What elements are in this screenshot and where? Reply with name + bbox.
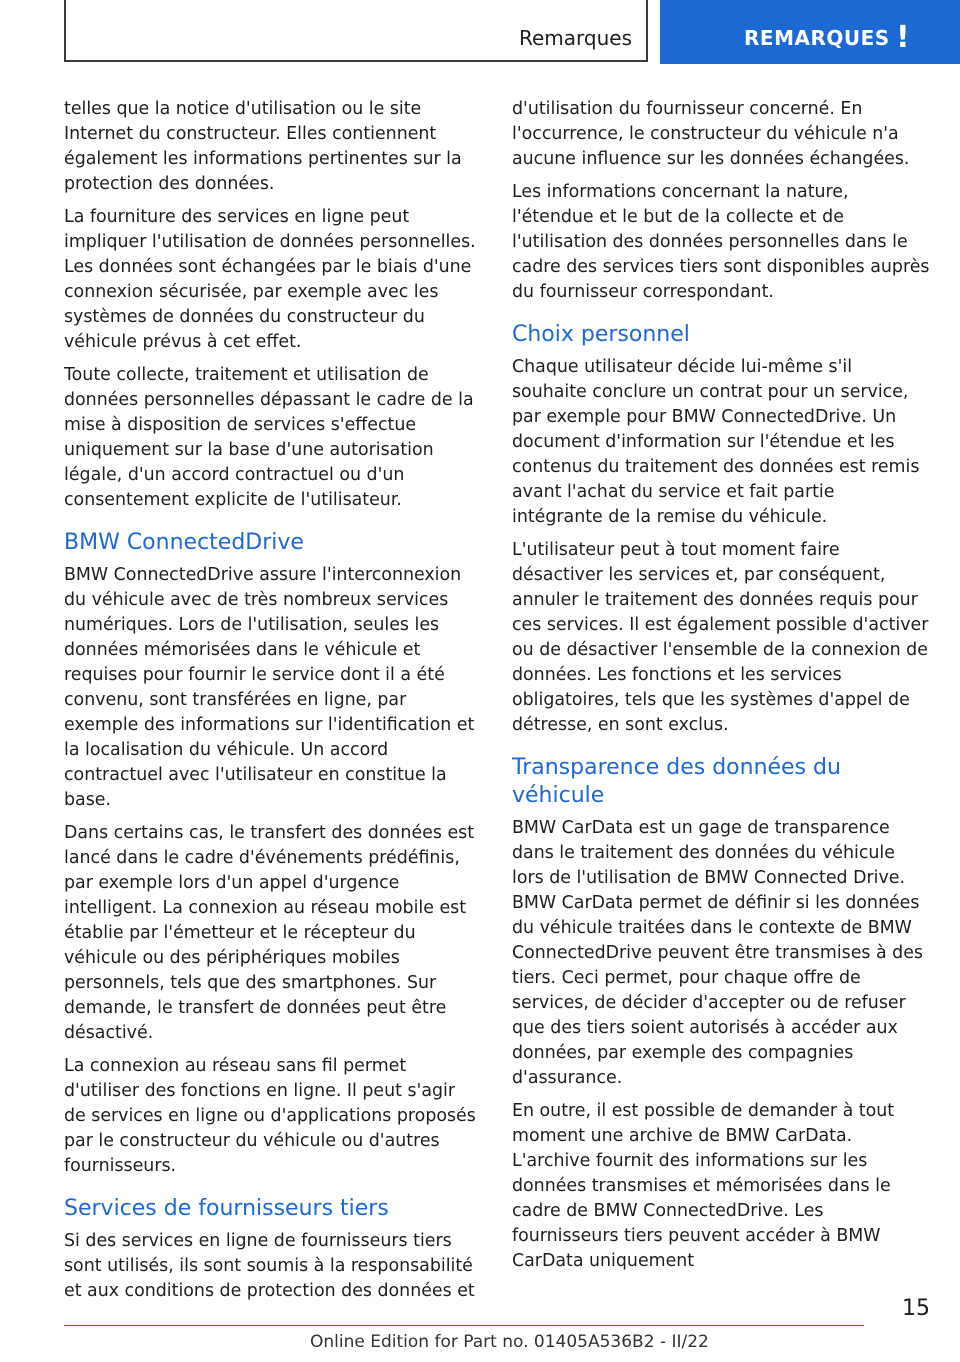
paragraph: La connexion au réseau sans fil permet d'utiliser des fonctions en ligne. Il peut s'agir de services en ligne ou d'applications proposés par le constructeur du véhicule ou d'autres fournisseurs. bbox=[64, 1056, 476, 1176]
paragraph: L'utilisateur peut à tout moment faire désactiver les services et, par conséquent, annuler le traitement des données requis pour ces services. Il est également possible d'activer ou de désactiver l'ensemble de la connexion de données. Les fonctions et les services obligatoires, tels que les systèmes d'appel de détresse, en sont exclus. bbox=[512, 540, 929, 735]
heading-services-tiers: Services de fournisseurs tiers bbox=[64, 1196, 389, 1221]
paragraph: En outre, il est possible de demander à tout moment une archive de BMW CarData. L'archive fournit des informations sur les données transmises et mémorisées dans le cadre de BMW ConnectedDrive. Les fournisseurs tiers peuvent accéder à BMW CarData uniquement bbox=[512, 1101, 895, 1271]
header-title-box bbox=[64, 0, 648, 62]
paragraph: BMW CarData est un gage de transparence dans le traitement des données du véhicule lors de l'utilisation de BMW Connected Drive. BMW CarData permet de définir si les données du véhicule traitées dans le contexte de BMW ConnectedDrive peuvent être transmises à des tiers. Ceci permet, pour chaque offre de services, de décider d'accepter ou de refuser que des tiers soient autorisés à accéder aux données, par exemple des compagnies d'assurance. bbox=[512, 818, 923, 1088]
paragraph: Chaque utilisateur décide lui-même s'il souhaite conclure un contrat pour un service, par exemple pour BMW ConnectedDrive. Un document d'information sur l'étendue et les contenus du traitement des données est remis avant l'achat du service et fait partie intégrante de la remise du véhicule. bbox=[512, 357, 920, 527]
paragraph: Dans certains cas, le transfert des données est lancé dans le cadre d'événements prédéfinis, par exemple lors d'un appel d'urgence intelligent. La connexion au réseau mobile est établie par l'émetteur et le récepteur du véhicule ou des périphériques mobiles personnels, tels que des smartphones. Sur demande, le transfert de données peut être désactivé. bbox=[64, 823, 475, 1043]
paragraph: Toute collecte, traitement et utilisation de données personnelles dépassant le cadre de la mise à disposition de services s'effectue uniquement sur la base d'une autorisation légale, d'un accord contractuel ou d'un consentement explicite de l'utilisateur. bbox=[64, 365, 474, 510]
paragraph: d'utilisation du fournisseur concerné. En l'occurrence, le constructeur du véhicule n'a aucune influence sur les données échangées. bbox=[512, 99, 910, 169]
paragraph: Les informations concernant la nature, l'étendue et le but de la collecte et de l'utilisation des données personnelles dans le cadre des services tiers sont disponibles auprès du fournisseur correspondant. bbox=[512, 182, 930, 302]
header-title: Remarques bbox=[518, 26, 632, 50]
paragraph: telles que la notice d'utilisation ou le site Internet du constructeur. Elles contiennent également les informations pertinentes sur la protection des données. bbox=[64, 99, 462, 194]
section-tab-label: REMARQUES bbox=[744, 26, 890, 50]
left-column bbox=[64, 97, 482, 1312]
section-tab bbox=[660, 0, 960, 64]
heading-choix-personnel: Choix personnel bbox=[512, 322, 690, 347]
exclamation-icon: ! bbox=[896, 20, 910, 55]
right-column bbox=[512, 97, 930, 1282]
page-number: 15 bbox=[902, 1296, 930, 1321]
heading-transparence: Transparence des données du véhicule bbox=[512, 755, 841, 808]
page-header bbox=[64, 0, 960, 66]
edition-info: Online Edition for Part no. 01405A536B2 - II/22 bbox=[310, 1332, 709, 1352]
paragraph: BMW ConnectedDrive assure l'interconnexion du véhicule avec de très nombreux services numériques. Lors de l'utilisation, seules les données mémorisées dans le véhicule et requises pour fournir le service dont il a été convenu, sont transférées en ligne, par exemple des informations sur l'identification et la localisation du véhicule. Un accord contractuel avec l'utilisateur en constitue la base. bbox=[64, 565, 475, 810]
paragraph: La fourniture des services en ligne peut impliquer l'utilisation de données personnelles. Les données sont échangées par le biais d'une connexion sécurisée, par exemple avec les systèmes de données du constructeur du véhicule prévus à cet effet. bbox=[64, 207, 476, 352]
paragraph: Si des services en ligne de fournisseurs tiers sont utilisés, ils sont soumis à la responsabilité et aux conditions de protection des données et bbox=[64, 1231, 475, 1301]
footer-divider bbox=[64, 1325, 864, 1326]
heading-connecteddrive: BMW ConnectedDrive bbox=[64, 530, 304, 555]
